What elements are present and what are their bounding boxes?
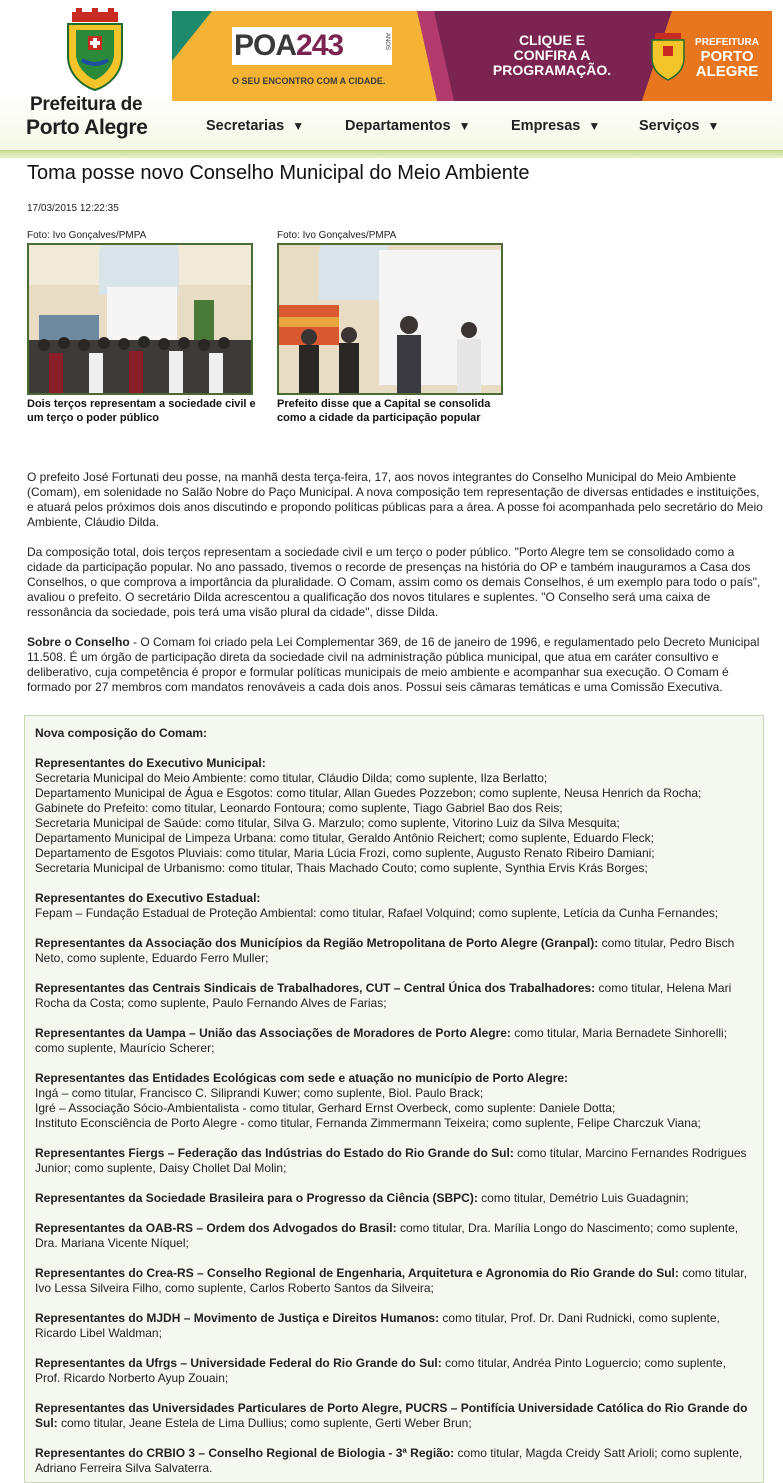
city-crest-icon — [62, 8, 128, 92]
photo-credit: Foto: Ivo Gonçalves/PMPA — [277, 230, 397, 241]
poa-word: POA — [234, 29, 297, 62]
group-text: como titular, Maria Bernadete Sinhorelli; como suplente, Maurício Scherer; — [35, 1026, 728, 1055]
banner-tagline: O SEU ENCONTRO COM A CIDADE. — [232, 76, 386, 86]
composition-group — [35, 1146, 753, 1176]
photo-2 — [277, 230, 507, 425]
composition-group — [35, 1026, 753, 1056]
nav-label: Departamentos — [345, 118, 451, 134]
banner-crest-icon — [649, 31, 687, 83]
site-header — [0, 0, 783, 152]
brand-top: PREFEITURA — [695, 37, 759, 48]
brand-line-1: PORTO — [700, 48, 754, 65]
header-divider — [0, 150, 783, 158]
poa-243-banner[interactable] — [172, 11, 772, 101]
nav-label: Empresas — [511, 118, 581, 134]
group-text: como titular, Helena Mari Rocha da Costa; como suplente, Paulo Fernando Alves de Farias; — [35, 981, 732, 1010]
composition-groups — [35, 756, 753, 1476]
group-heading: Representantes da Associação dos Municípios da Região Metropolitana de Porto Alegre (Granpal): — [35, 936, 599, 950]
article-title: Toma posse novo Conselho Municipal do Meio Ambiente — [27, 162, 530, 184]
chevron-down-icon: ▼ — [707, 119, 720, 133]
group-text: como titular, Ivo Lessa Silveira Filho, como suplente, Carlos Roberto Santos da Silveira; — [35, 1266, 747, 1295]
member-line: Ingá – como titular, Francisco C. Siliprandi Kuwer; como suplente, Biol. Paulo Brack; — [35, 1086, 484, 1100]
nav-label: Secretarias — [206, 118, 285, 134]
group-text: como titular, Demétrio Luis Guadagnin; — [477, 1191, 689, 1205]
logo-line-1: Prefeitura de — [30, 94, 143, 115]
article-photo-image[interactable] — [277, 243, 503, 395]
composition-group — [35, 1071, 753, 1131]
article-photo-image[interactable] — [27, 243, 253, 395]
composition-group — [35, 1191, 753, 1206]
about-label: Sobre o Conselho — [27, 635, 130, 649]
member-line: Secretaria Municipal de Urbanismo: como titular, Thais Machado Couto; como suplente, Synthia Ervis Krás Borges; — [35, 861, 648, 875]
member-line: Departamento de Esgotos Pluviais: como titular, Maria Lúcia Frozi, como suplente, Augusto Renato Ribeiro Damiani; — [35, 846, 655, 860]
member-line: Secretaria Municipal do Meio Ambiente: como titular, Cláudio Dilda; como suplente, Ilza Berlatto; — [35, 771, 548, 785]
composition-group — [35, 891, 753, 921]
main-nav — [190, 110, 770, 146]
group-heading: Representantes das Entidades Ecológicas com sede e atuação no município de Porto Alegre: — [35, 1071, 569, 1085]
composition-group — [35, 1446, 753, 1476]
group-photo — [29, 245, 251, 393]
composition-heading: Nova composição do Comam: — [35, 726, 208, 740]
group-heading: Representantes da Ufrgs – Universidade Federal do Rio Grande do Sul: — [35, 1356, 442, 1370]
nav-secretarias[interactable] — [206, 118, 304, 134]
chevron-down-icon: ▼ — [588, 119, 601, 133]
group-text: como titular, Prof. Dr. Dani Rudnicki, como suplente, Ricardo Libel Waldman; — [35, 1311, 720, 1340]
composition-group — [35, 1356, 753, 1386]
composition-group — [35, 936, 753, 966]
nav-empresas[interactable] — [511, 118, 600, 134]
group-text: como titular, Dra. Marília Longo do Nascimento; como suplente, Dra. Mariana Vicente Níquel; — [35, 1221, 739, 1250]
photo-caption: Dois terços representam a sociedade civil e um terço o poder público — [27, 398, 256, 424]
photo-caption: Prefeito disse que a Capital se consolida como a cidade da participação popular — [277, 398, 491, 424]
article-body — [27, 470, 763, 695]
member-line: Gabinete do Prefeito: como titular, Leonardo Fontoura; como suplente, Tiago Gabriel Bao dos Reis; — [35, 801, 563, 815]
banner-cta — [457, 33, 647, 78]
nav-departamentos[interactable] — [345, 118, 470, 134]
group-heading: Representantes do CRBIO 3 – Conselho Regional de Biologia - 3ª Região: — [35, 1446, 455, 1460]
composition-group — [35, 1221, 753, 1251]
group-heading: Representantes das Universidades Particulares de Porto Alegre, PUCRS – Pontifícia Universidade Católica do Rio Grande do Sul: — [35, 1401, 748, 1430]
prefeitura-logo[interactable] — [22, 8, 167, 143]
group-heading: Representantes da Uampa – União das Associações de Moradores de Porto Alegre: — [35, 1026, 511, 1040]
group-text: como titular, Magda Creidy Satt Arioli; como suplente, Adriano Ferreira Silva Salvaterra. — [35, 1446, 743, 1475]
speaker-photo — [279, 245, 501, 393]
member-line: Instituto Econsciência de Porto Alegre - como titular, Fernanda Zimmermann Teixeira; como suplente, Felipe Charczuk Viana; — [35, 1116, 701, 1130]
composition-group — [35, 981, 753, 1011]
photo-1 — [27, 230, 257, 425]
poa-logo-text — [234, 29, 343, 63]
logo-line-2: Porto Alegre — [26, 116, 148, 139]
group-heading: Representantes do Executivo Estadual: — [35, 891, 261, 905]
cta-line-2: CONFIRA A — [513, 47, 591, 63]
composition-group — [35, 756, 753, 876]
composition-box — [24, 715, 764, 1483]
group-heading: Representantes do MJDH – Movimento de Justiça e Direitos Humanos: — [35, 1311, 440, 1325]
article-paragraph: O prefeito José Fortunati deu posse, na manhã desta terça-feira, 17, aos novos integrantes do Conselho Municipal do Meio Ambiente (Comam), em solenidade no Salão Nobre do Paço Municipal. A nova composição tem representação de diversas entidades e instituições, e atuará pelos próximos dois anos discutindo e propondo políticas públicas para a área. A posse foi acompanhada pelo secretário do Meio Ambiente, Cláudio Dilda. — [27, 470, 763, 529]
photo-credit: Foto: Ivo Gonçalves/PMPA — [27, 230, 147, 241]
chevron-down-icon: ▼ — [458, 119, 471, 133]
group-heading: Representantes das Centrais Sindicais de Trabalhadores, CUT – Central Única dos Trabalhadores: — [35, 981, 596, 995]
group-heading: Representantes do Executivo Municipal: — [35, 756, 266, 770]
article-date: 17/03/2015 12:22:35 — [27, 203, 119, 214]
banner-brand — [692, 37, 762, 79]
about-paragraph — [27, 635, 763, 695]
poa-number: 243 — [296, 29, 344, 62]
member-line: Fepam – Fundação Estadual de Proteção Ambiental: como titular, Rafael Volquind; como suplente, Letícia da Cunha Fernandes; — [35, 906, 719, 920]
group-text: como titular, Marcino Fernandes Rodrigues Junior; como suplente, Daisy Chollet Dal Molin; — [35, 1146, 747, 1175]
brand-line-2: ALEGRE — [695, 63, 759, 80]
group-text: como titular, Andréa Pinto Loguercio; como suplente, Prof. Ricardo Norberto Ayup Zouain; — [35, 1356, 726, 1385]
cta-line-3: PROGRAMAÇÃO. — [492, 62, 612, 78]
group-heading: Representantes da Sociedade Brasileira para o Progresso da Ciência (SBPC): — [35, 1191, 478, 1205]
poa-anos: ANOS — [384, 33, 390, 51]
group-heading: Representantes da OAB-RS – Ordem dos Advogados do Brasil: — [35, 1221, 397, 1235]
composition-group — [35, 1311, 753, 1341]
member-line: Departamento Municipal de Limpeza Urbana: como titular, Geraldo Antônio Reichert; como suplente, Eduardo Fleck; — [35, 831, 654, 845]
chevron-down-icon: ▼ — [292, 119, 305, 133]
composition-group — [35, 1266, 753, 1296]
member-line: Secretaria Municipal de Saúde: como titular, Silva G. Marzulo; como suplente, Vitorino Luiz da Silva Mesquita; — [35, 816, 620, 830]
group-text: como titular, Pedro Bisch Neto, como suplente, Eduardo Ferro Muller; — [35, 936, 735, 965]
composition-group — [35, 1401, 753, 1431]
group-text: como titular, Jeane Estela de Lima Dullius; como suplente, Gerti Weber Brun; — [57, 1416, 472, 1430]
member-line: Departamento Municipal de Água e Esgotos: como titular, Allan Guedes Pozzebon; como suplente, Neusa Henrich da Rocha; — [35, 786, 702, 800]
group-heading: Representantes do Crea-RS – Conselho Regional de Engenharia, Arquitetura e Agronomia do Rio Grande do Sul: — [35, 1266, 679, 1280]
group-heading: Representantes Fiergs – Federação das Indústrias do Estado do Rio Grande do Sul: — [35, 1146, 514, 1160]
article-paragraph: Da composição total, dois terços representam a sociedade civil e um terço o poder público. "Porto Alegre tem se consolidado como a cidade da participação popular. No ano passado, tivemos o recorde de presenças na história do OP e também inauguramos a Casa dos Conselhos, o que comprova a importância da pluralidade. O Comam, assim como os demais Conselhos, é um exemplo para todo o país", avaliou o prefeito. O secretário Dilda acrescentou a qualificação dos novos titulares e suplentes. "O Conselho será uma caixa de ressonância da sociedade, pois terá uma visão plural da cidade", disse Dilda. — [27, 545, 761, 619]
about-text: - O Comam foi criado pela Lei Complementar 369, de 16 de janeiro de 1996, e regulamentado pelo Decreto Municipal 11.508. É um órgão de participação direta da sociedade civil na administração pública municipal, que atua em caráter consultivo e deliberativo, cuja competência é propor e formular políticas municipais de meio ambiente e acompanhar sua execução. O Comam é formado por 27 membros com mandatos renováveis a cada dois anos. Possui seis câmaras temáticas e uma Comissão Executiva. — [27, 635, 760, 694]
member-line: Igré – Associação Sócio-Ambientalista - como titular, Gerhard Ernst Overbeck, como suplente: Daniele Dotta; — [35, 1101, 616, 1115]
nav-servicos[interactable] — [639, 118, 719, 134]
cta-line-1: CLIQUE E — [518, 32, 586, 48]
nav-label: Serviços — [639, 118, 700, 134]
